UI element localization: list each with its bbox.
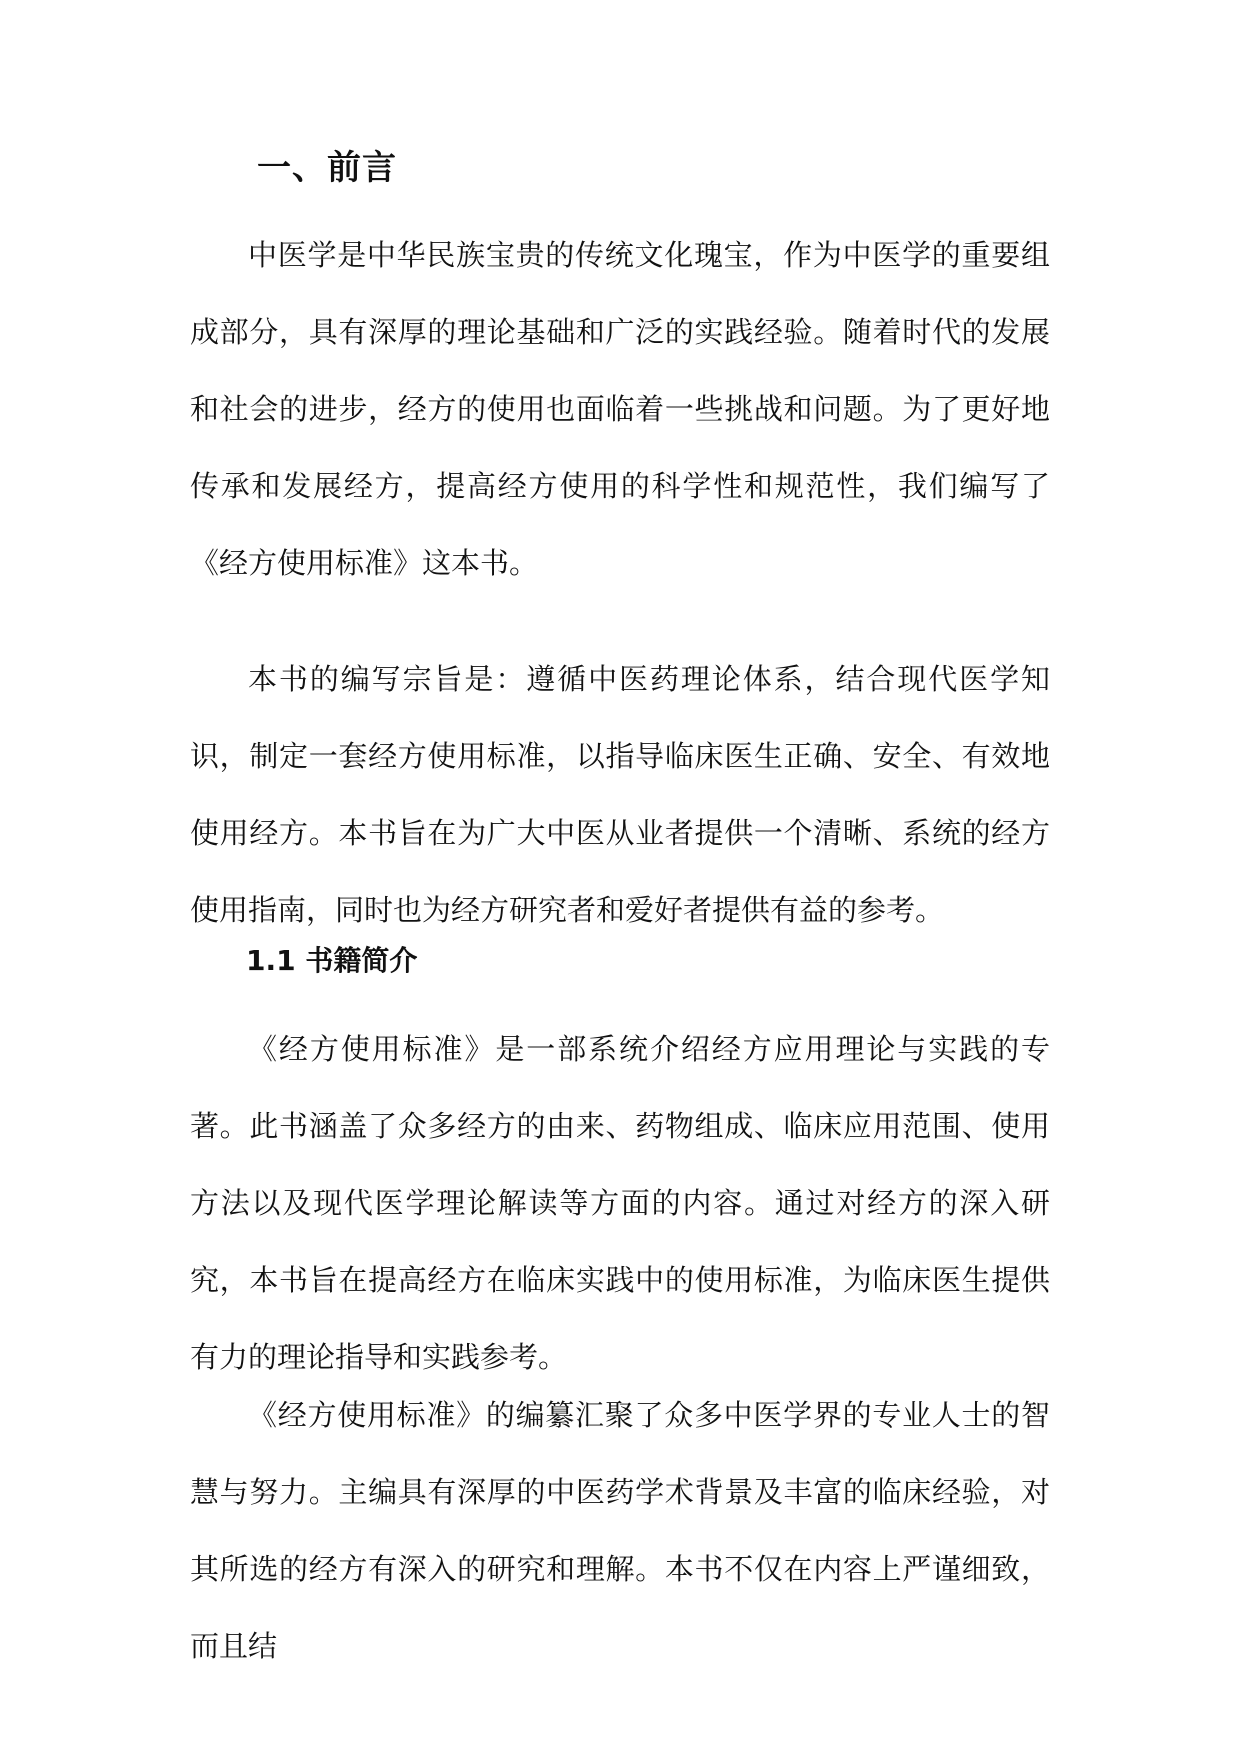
paragraph-book-intro: 《经方使用标准》是一部系统介绍经方应用理论与实践的专著。此书涵盖了众多经方的由来、药物组成、临床应用范围、使用方法以及现代医学理论解读等方面的内容。通过对经方的深入研究，本书旨在提高经方在临床实践中的使用标准，为临床医生提供有力的理论指导和实践参考。 [190, 1032, 1050, 1374]
section-heading: 一、前言 [257, 148, 397, 188]
paragraph-compilation: 《经方使用标准》的编纂汇聚了众多中医学界的专业人士的智慧与努力。主编具有深厚的中医药学术背景及丰富的临床经验，对其所选的经方有深入的研究和理解。本书不仅在内容上严谨细致，而且结 [190, 1398, 1050, 1663]
paragraph-purpose: 本书的编写宗旨是：遵循中医药理论体系，结合现代医学知识，制定一套经方使用标准，以指导临床医生正确、安全、有效地使用经方。本书旨在为广大中医从业者提供一个清晰、系统的经方使用指南，同时也为经方研究者和爱好者提供有益的参考。 [190, 662, 1050, 927]
subsection-heading: 1.1 书籍简介 [246, 944, 418, 977]
paragraph-intro: 中医学是中华民族宝贵的传统文化瑰宝，作为中医学的重要组成部分，具有深厚的理论基础和广泛的实践经验。随着时代的发展和社会的进步，经方的使用也面临着一些挑战和问题。为了更好地传承和发展经方，提高经方使用的科学性和规范性，我们编写了《经方使用标准》这本书。 [190, 238, 1050, 580]
